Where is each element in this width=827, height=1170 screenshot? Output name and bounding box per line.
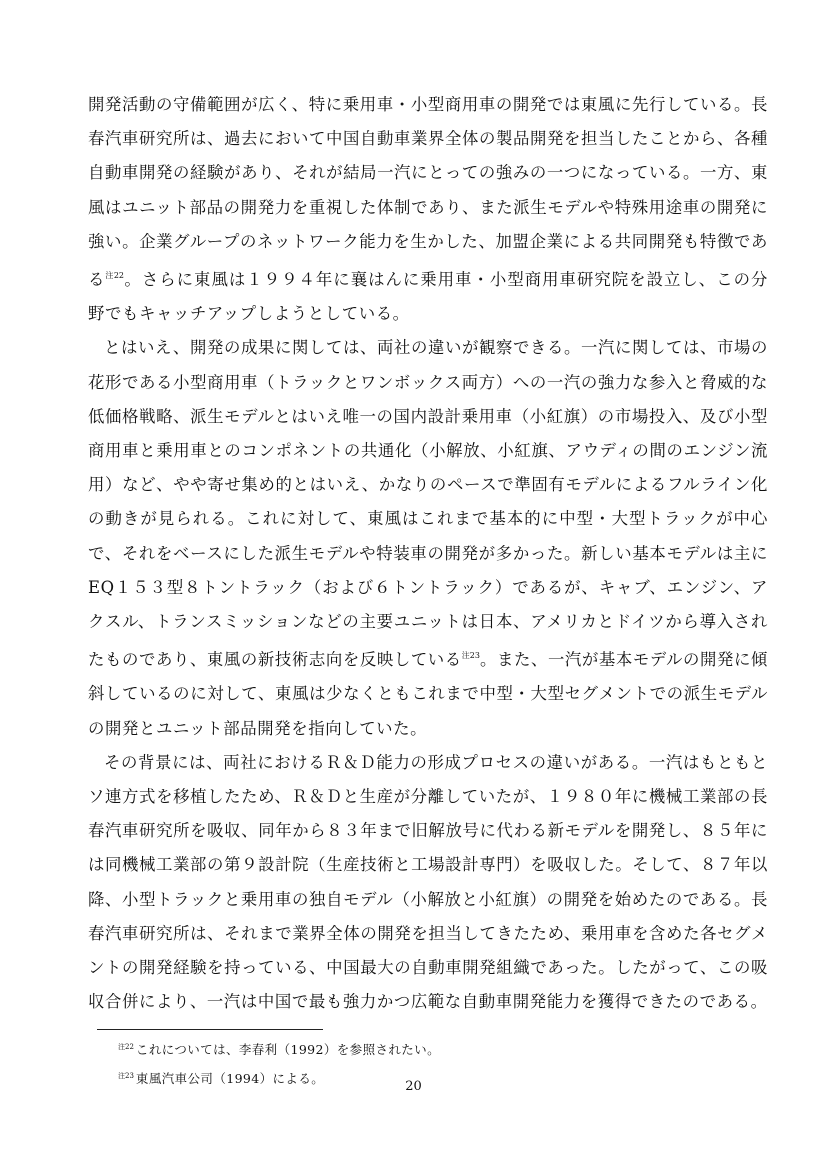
paragraph <box>88 746 768 1020</box>
page-number: 20 <box>405 1079 422 1094</box>
paragraph-text: 。さらに東風は１９９４年に襄はんに乗用車・小型商用車研究院を設立し、この分野でもキャッチアップしようとしている。 <box>88 270 768 324</box>
footnote-text: 東風汽車公司（1994）による。 <box>135 1071 325 1086</box>
footnote-mark: 注23 <box>118 1072 134 1080</box>
footnote-reference: 注23 <box>461 651 480 661</box>
paragraph <box>88 88 768 331</box>
body-text <box>88 88 768 1019</box>
footnote-text: これについては、李春利（1992）を参照されたい。 <box>135 1042 440 1057</box>
paragraph <box>88 331 768 745</box>
paragraph-text: 。また、一汽が基本モデルの開発に傾斜しているのに対して、東風は少なくともこれまで中型・大型セグメントでの派生モデルの開発とユニット部品開発を指向していた。 <box>88 650 769 738</box>
footnote-reference: 注22 <box>105 271 125 281</box>
footnote-mark: 注22 <box>118 1043 134 1051</box>
paragraph-text: その背景には、両社におけるＲ＆Ｄ能力の形成プロセスの違いがある。一汽はもともとソ連方式を移植したため、Ｒ＆Ｄと生産が分離していたが、１９８０年に機械工業部の長春汽車研究所を吸収、同年から８３年まで旧解放号に代わる新モデルを開発し、８５年には同機械工業部の第９設計院（生産技術と工場設計専門）を吸収した。そして、８７年以降、小型トラックと乗用車の独自モデル（小解放と小紅旗）の開発を始めたのである。長春汽車研究所は、それまで業界全体の開発を担当してきたため、乗用車を含めた各セグメントの開発経験を持っている、中国最大の自動車開発組織であった。したがって、この吸収合併により、一汽は中国で最も強力かつ広範な自動車開発能力を獲得できたのである。 <box>88 752 768 1012</box>
footnote <box>118 1034 718 1063</box>
paragraph-text: 開発活動の守備範囲が広く、特に乗用車・小型商用車の開発では東風に先行している。長春汽車研究所は、過去において中国自動車業界全体の製品開発を担当したことから、各種自動車開発の経験があり、それが結局一汽にとっての強みの一つになっている。一方、東風はユニット部品の開発力を重視した体制であり、また派生モデルや特殊用途車の開発に強い。企業グループのネットワーク能力を生かした、加盟企業による共同開発も特徴である <box>88 95 768 290</box>
footnote-divider <box>97 1029 323 1030</box>
paragraph-text: とはいえ、開発の成果に関しては、両社の違いが観察できる。一汽に関しては、市場の花形である小型商用車（トラックとワンボックス両方）への一汽の強力な参入と脅威的な低価格戦略、派生モデルとはいえ唯一の国内設計乗用車（小紅旗）の市場投入、及び小型商用車と乗用車とのコンポネントの共通化（小解放、小紅旗、アウディの間のエンジン流用）など、やや寄せ集め的とはいえ、かなりのペースで準固有モデルによるフルライン化の動きが見られる。これに対して、東風はこれまで基本的に中型・大型トラックが中心で、それをベースにした派生モデルや特装車の開発が多かった。新しい基本モデルは主にEQ１５３型８トントラック（および６トントラック）であるが、キャブ、エンジン、アクスル、トランスミッションなどの主要ユニットは日本、アメリカとドイツから導入されたものであり、東風の新技術志向を反映している <box>88 338 768 670</box>
